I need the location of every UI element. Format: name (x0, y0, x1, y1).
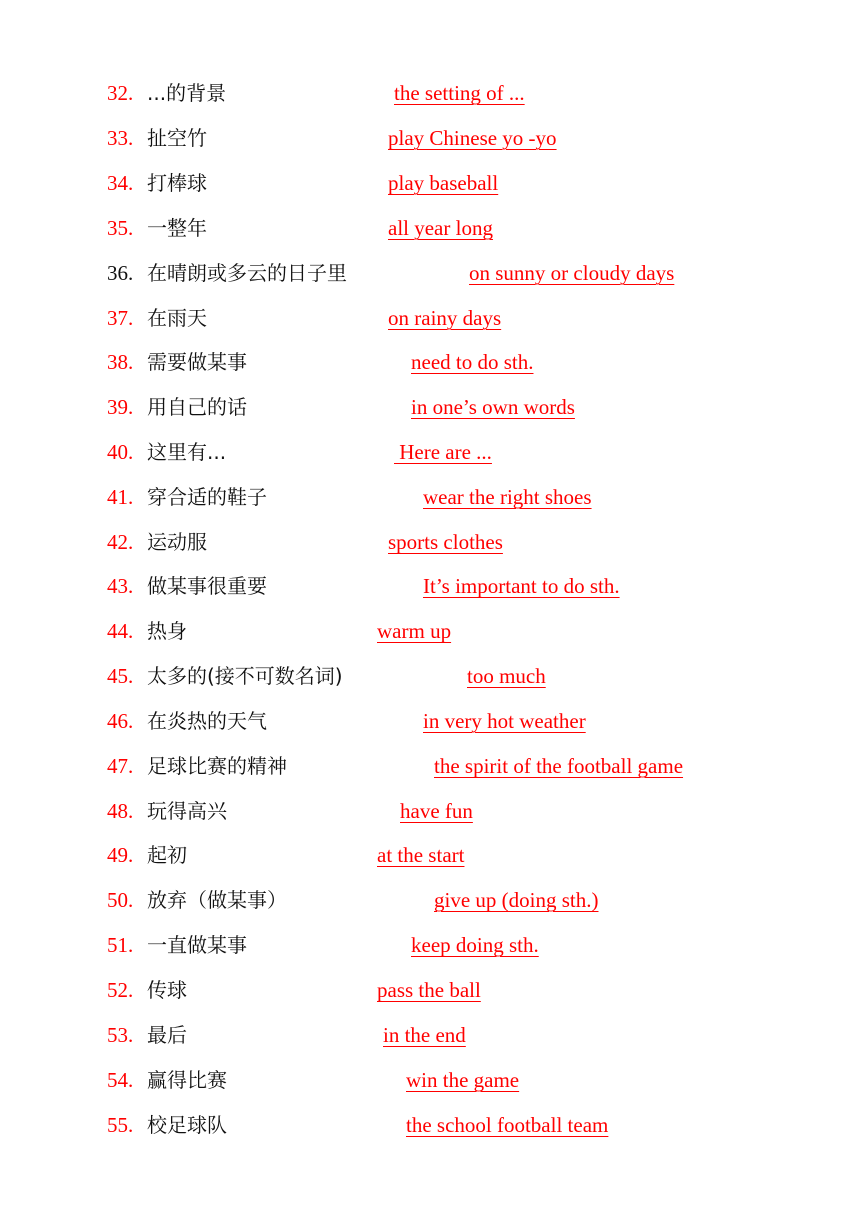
english-phrase: the spirit of the football game (434, 754, 684, 778)
vocab-row-37 (0, 303, 860, 333)
vocab-row-36 (0, 258, 860, 288)
item-number: 35. (107, 216, 134, 240)
english-phrase: the setting of ... (394, 81, 525, 105)
chinese-phrase: 传球 (147, 978, 187, 1002)
english-phrase: It’s important to do sth. (423, 574, 620, 598)
chinese-phrase: 穿合适的鞋子 (147, 485, 267, 509)
vocab-row-42 (0, 527, 860, 557)
chinese-phrase: 热身 (147, 619, 187, 643)
vocab-row-46 (0, 706, 860, 736)
english-phrase: in the end (383, 1023, 466, 1047)
chinese-phrase: 太多的(接不可数名词) (147, 664, 343, 688)
chinese-phrase: 放弃（做某事） (147, 888, 287, 912)
english-phrase: Here are ... (394, 440, 492, 464)
english-phrase: in one’s own words (411, 395, 575, 419)
item-number: 39. (107, 395, 134, 419)
english-phrase: play Chinese yo -yo (388, 126, 557, 150)
vocab-row-38 (0, 347, 860, 377)
item-number: 37. (107, 306, 134, 330)
chinese-phrase: 足球比赛的精神 (147, 754, 287, 778)
chinese-phrase: 一整年 (147, 216, 207, 240)
item-number: 40. (107, 440, 134, 464)
chinese-phrase: 打棒球 (147, 171, 207, 195)
english-phrase: sports clothes (388, 530, 503, 554)
item-number: 51. (107, 933, 134, 957)
item-number: 46. (107, 709, 134, 733)
vocab-row-51 (0, 930, 860, 960)
chinese-phrase: 起初 (147, 843, 187, 867)
vocab-row-48 (0, 796, 860, 826)
item-number: 49. (107, 843, 134, 867)
chinese-phrase: 做某事很重要 (147, 574, 267, 598)
chinese-phrase: 扯空竹 (147, 126, 207, 150)
chinese-phrase: 在雨天 (147, 306, 207, 330)
item-number: 53. (107, 1023, 134, 1047)
chinese-phrase: 玩得高兴 (147, 799, 227, 823)
vocab-row-41 (0, 482, 860, 512)
item-number: 48. (107, 799, 134, 823)
chinese-phrase: 校足球队 (147, 1113, 227, 1137)
chinese-phrase: 在晴朗或多云的日子里 (147, 261, 347, 285)
english-phrase: pass the ball (377, 978, 481, 1002)
vocab-row-35 (0, 213, 860, 243)
vocab-row-53 (0, 1020, 860, 1050)
vocab-row-52 (0, 975, 860, 1005)
item-number: 52. (107, 978, 134, 1002)
item-number: 36. (107, 261, 134, 285)
chinese-phrase: 赢得比赛 (147, 1068, 227, 1092)
vocab-row-32 (0, 78, 860, 108)
english-phrase: on rainy days (388, 306, 502, 330)
item-number: 43. (107, 574, 134, 598)
english-phrase: need to do sth. (411, 350, 534, 374)
chinese-phrase: 在炎热的天气 (147, 709, 267, 733)
chinese-phrase: 需要做某事 (147, 350, 247, 374)
english-phrase: keep doing sth. (411, 933, 539, 957)
vocab-row-40 (0, 437, 860, 467)
english-phrase: all year long (388, 216, 493, 240)
english-phrase: warm up (377, 619, 452, 643)
vocab-row-45 (0, 661, 860, 691)
english-phrase: have fun (400, 799, 473, 823)
english-phrase: win the game (406, 1068, 520, 1092)
item-number: 38. (107, 350, 134, 374)
vocab-row-34 (0, 168, 860, 198)
item-number: 47. (107, 754, 134, 778)
vocab-row-49 (0, 840, 860, 870)
item-number: 33. (107, 126, 134, 150)
item-number: 54. (107, 1068, 134, 1092)
vocab-row-47 (0, 751, 860, 781)
chinese-phrase: ...的背景 (147, 81, 227, 105)
chinese-phrase: 这里有... (147, 440, 227, 464)
english-phrase: wear the right shoes (423, 485, 592, 509)
item-number: 32. (107, 81, 134, 105)
item-number: 44. (107, 619, 134, 643)
vocab-row-39 (0, 392, 860, 422)
chinese-phrase: 一直做某事 (147, 933, 247, 957)
vocab-row-43 (0, 571, 860, 601)
vocab-row-54 (0, 1065, 860, 1095)
english-phrase: in very hot weather (423, 709, 586, 733)
english-phrase: too much (467, 664, 546, 688)
vocab-row-55 (0, 1110, 860, 1140)
chinese-phrase: 最后 (147, 1023, 187, 1047)
chinese-phrase: 运动服 (147, 530, 207, 554)
english-phrase: give up (doing sth.) (434, 888, 599, 912)
chinese-phrase: 用自己的话 (147, 395, 247, 419)
item-number: 45. (107, 664, 134, 688)
english-phrase: the school football team (406, 1113, 609, 1137)
item-number: 42. (107, 530, 134, 554)
vocab-row-50 (0, 885, 860, 915)
item-number: 34. (107, 171, 134, 195)
item-number: 50. (107, 888, 134, 912)
english-phrase: at the start (377, 843, 465, 867)
english-phrase: play baseball (388, 171, 499, 195)
vocab-row-44 (0, 616, 860, 646)
item-number: 41. (107, 485, 134, 509)
item-number: 55. (107, 1113, 134, 1137)
vocab-row-33 (0, 123, 860, 153)
english-phrase: on sunny or cloudy days (469, 261, 675, 285)
